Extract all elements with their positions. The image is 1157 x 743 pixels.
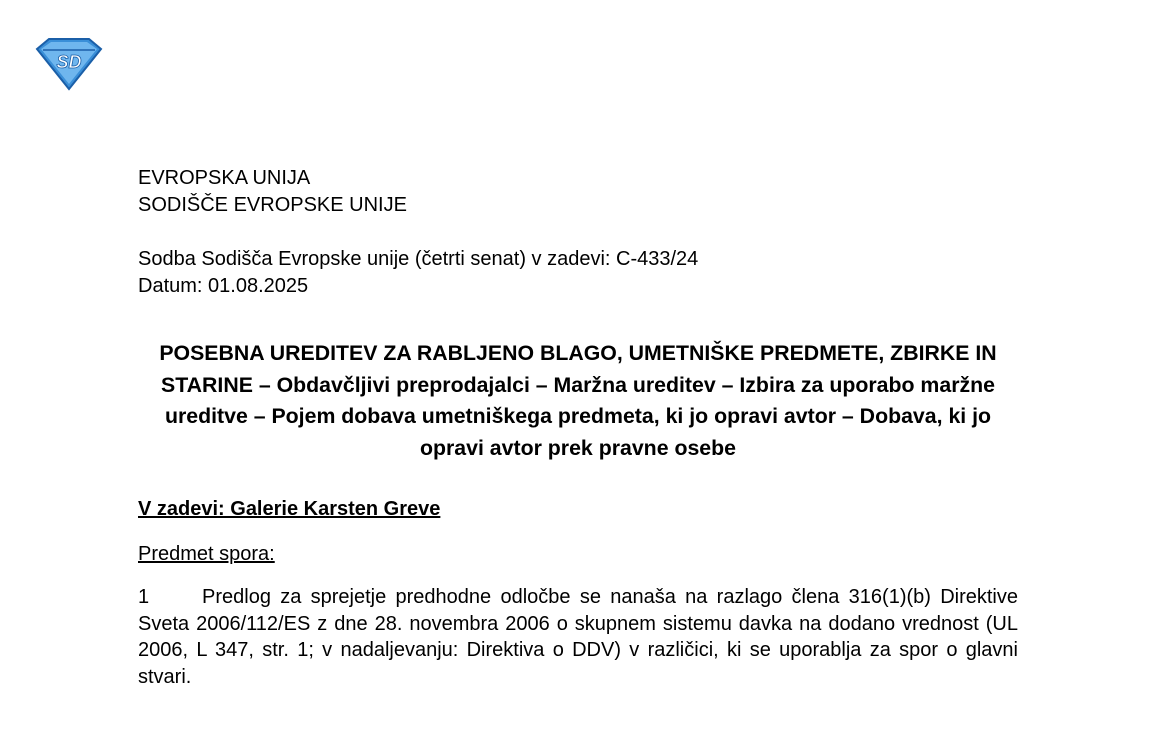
- paragraph: [138, 584, 1018, 691]
- paragraph-number: 1: [138, 586, 150, 608]
- paragraph-text: Predlog za sprejetje predhodne odločbe se nanaša na razlago člena 316(1)(b) Direktive Sveta 2006/112/ES z dne 28. novembra 2006 o skupnem sistemu davka na dodano vrednost (UL 2006, L 347, str. 1; v nadaljevanju: Direktiva o DDV) v različici, ki se uporablja za spor o glavni stvari.: [138, 586, 1018, 689]
- case-heading: V zadevi: Galerie Karsten Greve: [138, 498, 441, 520]
- court-logo-icon: [33, 37, 105, 91]
- court-header: [138, 165, 1018, 219]
- header-union: EVROPSKA UNIJA: [138, 167, 311, 189]
- header-court: SODIŠČE EVROPSKE UNIJE: [138, 194, 407, 216]
- subject-heading: Predmet spora:: [138, 543, 275, 565]
- svg-text:SD: SD: [56, 52, 82, 72]
- case-meta: [138, 246, 1018, 300]
- diamond-logo-icon: [33, 37, 105, 91]
- case-reference: Sodba Sodišča Evropske unije (četrti senat) v zadevi: C-433/24: [138, 248, 699, 270]
- judgment-date: Datum: 01.08.2025: [138, 275, 309, 297]
- document-title: POSEBNA UREDITEV ZA RABLJENO BLAGO, UMETNIŠKE PREDMETE, ZBIRKE IN STARINE – Obdavčljivi preprodajalci – Maržna ureditev – Izbira za uporabo maržne ureditve – Pojem dobava umetniškega predmeta, ki jo opravi avtor – Dobava, ki jo opravi avtor prek pravne osebe: [159, 341, 997, 460]
- document-body: [138, 165, 1018, 691]
